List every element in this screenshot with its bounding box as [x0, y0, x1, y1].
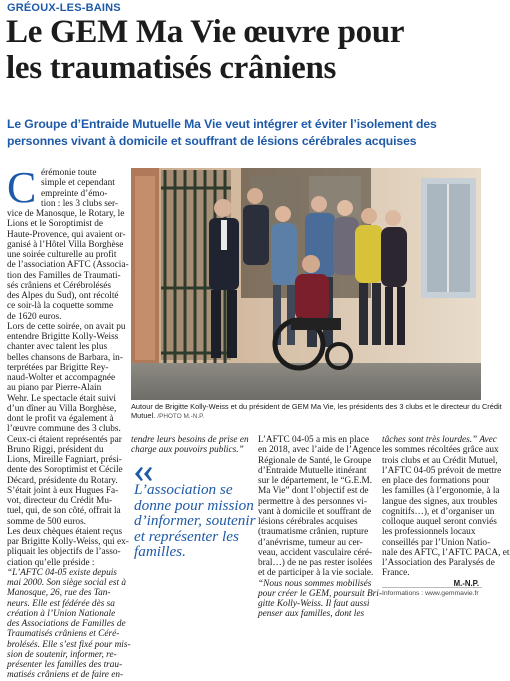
drop-cap: C: [7, 163, 37, 212]
text-line: ganisé à l’Hôtel Villa Borghèse: [7, 239, 124, 250]
text-line: tâches sont très lourdes.” Avec: [382, 435, 497, 445]
text-line: Lions, Mireille Fagniart, prési-: [7, 455, 122, 465]
text-line: lésions cérébrales acquises: [258, 517, 358, 527]
article-photo: [131, 168, 481, 400]
text-line: des Associations de Familles de: [7, 619, 126, 629]
text-line: sés crâniens et Cérébrolésés: [7, 280, 112, 291]
text-line: Ma Vie” dont l’objectif est de: [258, 486, 369, 497]
text-line: d’anévrisme, tumeur au cer-: [258, 537, 363, 548]
divider: [382, 587, 482, 588]
text-line: trois clubs et au Crédit Mutuel,: [382, 455, 498, 466]
caption-text: Mutuel.: [131, 411, 156, 420]
text-line: langue des signes, aux troubles: [382, 496, 498, 507]
text-line: tion : les 3 clubs ser-: [41, 198, 119, 209]
text-line: Décard, présidente du Rotary.: [7, 475, 118, 486]
text-line: tion des Familles de Traumati-: [7, 270, 121, 281]
text-line: Wehr. Le spectacle était suivi: [7, 393, 116, 404]
text-line: l’œuvre commune des 3 clubs.: [7, 424, 121, 435]
text-line: veau, accident vasculaire céré-: [258, 547, 373, 558]
text-line: au piano par Pierre-Alain: [7, 383, 102, 394]
headline-line: Le GEM Ma Vie œuvre pour: [6, 14, 405, 50]
standfirst-line: Le Groupe d’Entraide Mutuelle Ma Vie veut intégrer et éviter l’isolement des: [7, 117, 437, 131]
text-line: pliquait les objectifs de l’asso-: [7, 547, 121, 558]
text-line: brolésés. Elle s’est fixé pour mis-: [7, 639, 131, 650]
text-line: charge aux pouvoirs publics.”: [131, 445, 244, 456]
text-line: neurs. Elle est fédérée dès sa: [7, 598, 115, 609]
text-line: France.: [382, 568, 410, 579]
text-line: donne pour mission: [134, 496, 254, 514]
text-line: érémonie toute: [41, 168, 97, 178]
group-photo-illustration: [131, 168, 481, 400]
text-line: somme de 500 euros.: [7, 516, 87, 527]
text-line: conseillés par l’Union Natio-: [382, 537, 491, 548]
text-line: nale des AFTC, l’AFTC PACA, et: [382, 547, 510, 558]
text-line: Lions et le Soroptimist de: [7, 219, 104, 230]
article-column-4: [382, 435, 510, 579]
text-line: “L’AFTC 04-05 existe depuis: [7, 567, 117, 578]
standfirst-line: personnes vivant à domicile et souffrant de lésions cérébrales acquises: [7, 134, 417, 148]
text-line: permettre à des personnes vi-: [258, 496, 367, 507]
text-line: vant à domicile et souffrant de: [258, 506, 372, 517]
text-line: création à l’Union Nationale: [7, 608, 116, 619]
text-line: d’Entraide Mutuelle itinérant: [258, 465, 367, 476]
text-line: cognitifs…), et d’organiser un: [382, 506, 495, 517]
text-line: matisés crâniens et de faire en-: [7, 670, 124, 681]
headline: [6, 14, 482, 86]
text-line: d’un dîner au Villa Borghèse,: [7, 403, 117, 414]
text-line: empreinte d’émo-: [41, 188, 108, 199]
text-line: d’informer, soutenir: [134, 512, 256, 529]
text-line: de l’association AFTC (Associa-: [7, 260, 129, 271]
text-line: simple et cependant: [41, 178, 115, 189]
text-line: tuel, qui, de son côté, offrait la: [7, 506, 121, 517]
text-line: “Nous nous sommes mobilisés: [258, 578, 372, 589]
text-line: bral…) de ne pas rester isolées: [258, 558, 373, 568]
text-line: les sommes récoltées grâce aux: [382, 445, 499, 456]
text-line: en 2018, avec l’aide de l’Agence: [258, 445, 381, 456]
text-line: L’AFTC 04-05 a mis en place: [258, 435, 369, 445]
text-line: l’AFTC 04-05 prévoit de mettre: [382, 465, 502, 476]
text-line: une soirée culturelle au profit: [7, 250, 117, 260]
text-line: l’Association des Paralysés de: [382, 558, 495, 568]
text-line: penser aux familles, dont les: [258, 609, 365, 620]
text-line: (traumatisme crânien, rupture: [258, 527, 369, 538]
text-line: terprétées par Brigitte Rey-: [7, 362, 109, 373]
text-line: en place des formations pour: [382, 476, 490, 486]
text-line: belles chansons de Barbara, in-: [7, 352, 123, 363]
text-line: sur le département, le “G.E.M.: [258, 476, 373, 486]
text-line: colloque auquel seront conviés: [382, 517, 497, 527]
text-line: chanter avec talent les plus: [7, 342, 108, 353]
article-column-2: [131, 435, 249, 456]
text-line: de 1620 euros.: [7, 311, 62, 322]
article-column-1: [7, 163, 131, 681]
text-line: présenter les familles des trau-: [7, 660, 123, 670]
text-line: Les deux chèques étaient reçus: [7, 526, 123, 537]
text-line: dont le profit va également à: [7, 414, 114, 424]
text-line: vice de Manosque, le Rotary, le: [7, 209, 125, 219]
headline-line: les traumatisés crâniens: [6, 50, 337, 86]
text-line: naud-Wolter et accompagnée: [7, 373, 116, 383]
text-line: entendre Brigitte Kolly-Weiss: [7, 332, 119, 342]
text-line: des Alpes du Sud), ont récolté: [7, 291, 119, 301]
text-line: ce soir-là la coquette somme: [7, 301, 114, 312]
text-line: L’association se: [134, 481, 233, 498]
text-line: et de participer à la vie sociale.: [258, 568, 374, 579]
text-line: Régionale de Santé, le Groupe: [258, 455, 372, 466]
photo-caption: [131, 402, 502, 421]
text-line: tendre leurs besoins de prise en: [131, 435, 249, 445]
info-line: Informations : www.gemmavie.fr: [382, 590, 479, 597]
text-line: sion de soutenir, informer, re-: [7, 649, 117, 660]
photo-credit: /PHOTO M.-N.P.: [157, 413, 205, 420]
text-line: les professionnels locaux: [382, 527, 476, 538]
text-line: Haute-Provence, qui avaient or-: [7, 229, 126, 240]
text-line: vot, directeur du Crédit Mu-: [7, 496, 113, 506]
location-kicker: GRÉOUX-LES-BAINS: [7, 2, 121, 14]
text-line: Ceux-ci étaient représentés par: [7, 434, 122, 445]
text-line: S’était joint à eux Hugues Fa-: [7, 485, 119, 496]
text-line: par Brigitte Kolly-Weiss, qui ex-: [7, 537, 129, 547]
author-signature: M.-N.P.: [453, 579, 479, 588]
text-line: Traumatisés crâniens et Céré-: [7, 629, 120, 640]
caption-line: [131, 411, 481, 421]
text-line: familles.: [134, 543, 186, 560]
standfirst: [7, 116, 481, 150]
text-line: mai 2000. Son siège social est à: [7, 578, 127, 588]
text-line: ciation qu’elle préside :: [7, 557, 95, 568]
text-line: Lors de cette soirée, on avait pu: [7, 321, 126, 332]
caption-line: Autour de Brigitte Kolly-Weiss et du président de GEM Ma Vie, les présidents des 3 clubs et le directeur du Crédit: [131, 402, 502, 411]
text-line: gitte Kolly-Weiss. Il faut aussi: [258, 599, 370, 609]
text-line: et représenter les: [134, 527, 239, 545]
text-line: Bruno Riggi, président du: [7, 444, 104, 455]
pull-quote: [134, 481, 256, 560]
text-line: Manosque, 26, rue des Tan-: [7, 588, 111, 599]
article-column-3: [258, 435, 382, 620]
text-line: les familles (à l’ergonomie, à la: [382, 486, 500, 497]
text-line: pour créer le GEM, poursuit Bri-: [258, 588, 382, 599]
text-line: dente des Soroptimist et Cécile: [7, 465, 123, 476]
